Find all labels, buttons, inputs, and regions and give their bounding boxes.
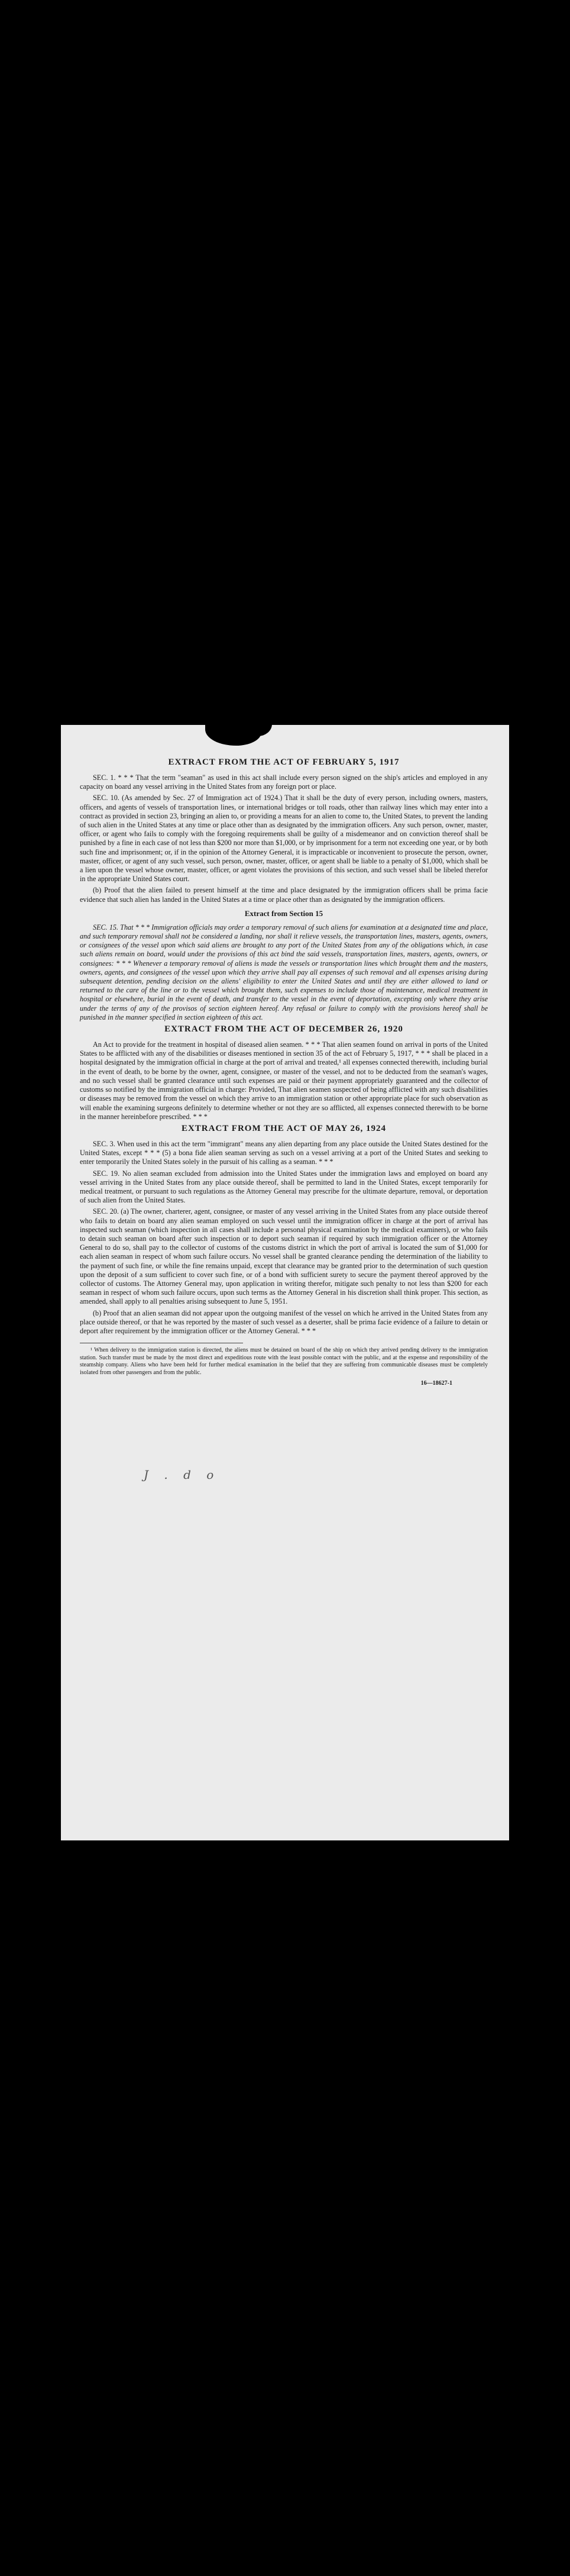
section-1: SEC. 1. * * * That the term "seaman" as used in this act shall include every person signed on the ship's articles and employed in any capacity on board any vessel arriving in the United States from any foreign port or place.	[80, 773, 488, 791]
heading-act-1924: EXTRACT FROM THE ACT OF MAY 26, 1924	[181, 1123, 387, 1133]
footnote: ¹ When delivery to the immigration station is directed, the aliens must be detained on board of the ship on which they arrived pending delivery to the immigration station. Such transfer must be made by the most direct and expeditious route with the least possible contact with the public, and at the expense and responsibility of the steamship company. Aliens who have been held for further medical examination in the belief that they are suffering from communicable diseases must be completely isolated from other passengers and from the public.	[80, 1347, 488, 1376]
section-10: SEC. 10. (As amended by Sec. 27 of Immigration act of 1924.) That it shall be the duty of every person, including owners, masters, officers, and agents of vessels of transportation lines, or international bridges or toll roads, other than railway lines which may enter into a contract as provided in section 23, bringing an alien to, or providing a means for an alien to come to, the United States, to prevent the landing of such alien in the United States at any time or place other than as designated by the immigration officers. Any such person, owner, master, officer, or agent who fails to comply with the foregoing requirements shall be guilty of a misdemeanor and on conviction thereof shall be punished by a fine in each case of not less than $200 nor more than $1,000, or by imprisonment for a term not exceeding one year, or by both such fine and imprisonment; or, if in the opinion of the Attorney General, it is impracticable or inconvenient to prosecute the person, owner, master, officer, or agent of any such vessel, such person, owner, master, officer, or agent shall be liable to a penalty of $1,000, which shall be a lien upon the vessel whose owner, master, officer, or agent violates the provisions of this section, and such vessel shall be libeled therefor in the appropriate United States court.	[80, 794, 488, 884]
document-page	[61, 725, 509, 1840]
section-15: SEC. 15. That * * * Immigration officials may order a temporary removal of such aliens for examination at a designated time and place, and such temporary removal shall not be considered a landing, nor shall it relieve vessels, the transportation lines, masters, agents, owners, or consignees of the vessel upon which said aliens are brought to any port of the United States from any of the obligations which, in case such aliens remain on board, would under the provisions of this act bind the said vessels, transportation lines, masters, agents, owners, or consignees: * * * Whenever a temporary removal of aliens is made the vessels or transportation lines which brought them and the masters, owners, agents, and consignees of the vessel upon which they arrive shall pay all expenses of such removal and all expenses arising during subsequent detention, pending decision on the aliens' eligibility to enter the United States and until they are either allowed to land or returned to the care of the line or to the vessel which brought them, such expenses to include those of maintenance, medical treatment in hospital or elsewhere, burial in the event of death, and transfer to the vessel in the event of deportation, excepting only where they arise under the terms of any of the provisos of section eighteen hereof. Any refusal or failure to comply with the provisions hereof shall be punished in the manner specified in section eighteen of this act.	[80, 923, 488, 1021]
subheading-section-15: Extract from Section 15	[244, 908, 323, 918]
file-number: 16—18627-1	[420, 1380, 452, 1387]
section-20a: SEC. 20. (a) The owner, charterer, agent, consignee, or master of any vessel arriving in the United States from any place outside thereof who fails to detain on board any alien seaman employed on such vessel until the immigration officer in charge at the port of arrival has inspected such seaman (which inspection in all cases shall include a personal physical examination by the medical examiners), or who fails to detain such seaman on board after such inspection or to deport such seaman if required by such immigration officer or the Attorney General to do so, shall pay to the collector of customs of the customs district in which the port of arrival is located the sum of $1,000 for each alien seaman in respect of whom such failure occurs. No vessel shall be granted clearance pending the determination of the liability to the payment of such fine, or while the fine remains unpaid, except that clearance may be granted prior to the determination of such question upon the deposit of a sum sufficient to cover such fine, or of a bond with sufficient surety to secure the payment thereof approved by the collector of customs. The Attorney General may, upon application in writing therefor, mitigate such penalty to not less than $200 for each seaman in respect of whom such failure occurs, upon such terms as the Attorney General in his discretion shall think proper. This section, as amended, shall apply to all penalties arising subsequent to June 5, 1951.	[80, 1207, 488, 1306]
document-body	[80, 757, 488, 1387]
pencil-annotation: J . d o	[144, 1468, 220, 1482]
section-10b: (b) Proof that the alien failed to present himself at the time and place designated by the immigration officers shall be prima facie evidence that such alien has landed in the United States at a time or place other than as designated by the immigration officers.	[80, 886, 488, 904]
section-3: SEC. 3. When used in this act the term "immigrant" means any alien departing from any place outside the United States destined for the United States, except * * * (5) a bona fide alien seaman serving as such on a vessel arriving at a port of the United States and seeking to enter temporarily the United States solely in the pursuit of his calling as a seaman. * * *	[80, 1139, 488, 1166]
section-20b: (b) Proof that an alien seaman did not appear upon the outgoing manifest of the vessel on which he arrived in the United States from any place outside thereof, or that he was reported by the master of such vessel as a deserter, shall be prima facie evidence of a failure to detain or deport after requirement by the immigration officer or the Attorney General. * * *	[80, 1308, 488, 1335]
heading-act-1917: EXTRACT FROM THE ACT OF FEBRUARY 5, 1917	[168, 757, 400, 767]
heading-act-1920: EXTRACT FROM THE ACT OF DECEMBER 26, 1920	[164, 1024, 403, 1034]
section-19: SEC. 19. No alien seaman excluded from admission into the United States under the immigration laws and employed on board any vessel arriving in the United States from any place outside thereof, shall be permitted to land in the United States, except temporarily for medical treatment, or pursuant to such regulations as the Attorney General may prescribe for the ultimate departure, removal, or deportation of such alien from the United States.	[80, 1169, 488, 1205]
act-1920-text: An Act to provide for the treatment in hospital of diseased alien seamen. * * * That alien seamen found on arrival in ports of the United States to be afflicted with any of the disabilities or diseases mentioned in section 35 of the act of February 5, 1917, * * * shall be placed in a hospital designated by the immigration official in charge at the port of arrival and treated,¹ all expenses connected therewith, including burial in the event of death, to be borne by the owner, agent, consignee, or master of the vessel, and not to be deducted from the seaman's wages, and no such vessel shall be granted clearance until such expenses are paid or their payment appropriately guaranteed and the collector of customs so notified by the immigration official in charge: Provided, That alien seamen suspected of being afflicted with any such disabilities or diseases may be removed from the vessel on which they arrive to an immigration station or other appropriate place for such observation as will enable the examining surgeons definitely to determine whether or not they are so afflicted, all expenses connected therewith to be borne in the manner hereinbefore prescribed. * * *	[80, 1040, 488, 1121]
